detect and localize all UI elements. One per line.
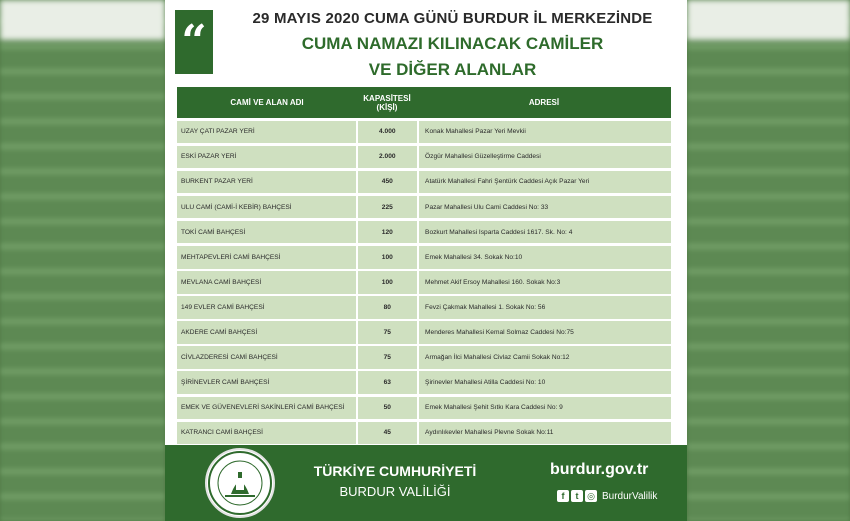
social-links xyxy=(557,490,657,502)
cell-address: Bozkurt Mahallesi Isparta Caddesi 1617. Sk. No: 4 xyxy=(419,221,671,244)
column-header-name: CAMİ VE ALAN ADI xyxy=(230,98,304,107)
cell-name: KATRANCI CAMİ BAHÇESİ xyxy=(177,422,356,445)
column-header-capacity: KAPASİTESİ (KİŞİ) xyxy=(363,93,411,112)
cell-name: ESKİ PAZAR YERİ xyxy=(177,146,356,169)
cell-capacity: 75 xyxy=(358,321,418,344)
table-row xyxy=(177,171,671,194)
cell-capacity: 450 xyxy=(358,171,418,194)
cell-address: Armağan İlci Mahallesi Civlaz Camii Sokak No:12 xyxy=(419,346,671,369)
title-line-3: VE DİĞER ALANLAR xyxy=(368,60,537,79)
background-blur-right xyxy=(687,0,850,521)
table-body xyxy=(177,121,671,445)
social-handle: BurdurValilik xyxy=(602,490,658,502)
cell-address: Pazar Mahallesi Ulu Cami Caddesi No: 33 xyxy=(419,196,671,219)
title-line-1: 29 MAYIS 2020 CUMA GÜNÜ BURDUR İL MERKEZİNDE xyxy=(252,10,653,27)
cell-name: UZAY ÇATI PAZAR YERİ xyxy=(177,121,356,144)
background-blur-right-top xyxy=(687,0,850,40)
cell-name: ULU CAMİ (CAMİ-İ KEBİR) BAHÇESİ xyxy=(177,196,356,219)
cell-capacity: 225 xyxy=(358,196,418,219)
cell-name: ŞİRİNEVLER CAMİ BAHÇESİ xyxy=(177,371,356,394)
cell-address: Mehmet Akif Ersoy Mahallesi 160. Sokak No:3 xyxy=(419,271,671,294)
cell-address: Emek Mahallesi Şehit Sıtkı Kara Caddesi No: 9 xyxy=(419,397,671,420)
cell-address: Konak Mahallesi Pazar Yeri Mevkii xyxy=(419,121,671,144)
twitter-icon[interactable]: t xyxy=(571,490,583,502)
table-row xyxy=(177,246,671,269)
cell-name: TOKİ CAMİ BAHÇESİ xyxy=(177,221,356,244)
org-name-line-1: TÜRKİYE CUMHURİYETİ xyxy=(313,463,477,479)
cell-capacity: 80 xyxy=(358,296,418,319)
cell-capacity: 63 xyxy=(358,371,418,394)
website-link[interactable]: burdur.gov.tr xyxy=(550,461,649,478)
background-blur-left xyxy=(0,0,165,521)
table-row xyxy=(177,296,671,319)
governorship-seal-icon xyxy=(205,448,275,518)
cell-address: Aydınlıkevler Mahallesi Plevne Sokak No:11 xyxy=(419,422,671,445)
cell-capacity: 100 xyxy=(358,246,418,269)
cell-address: Atatürk Mahallesi Fahri Şentürk Caddesi Açık Pazar Yeri xyxy=(419,171,671,194)
column-header-address: ADRESİ xyxy=(528,98,560,107)
table-row xyxy=(177,346,671,369)
org-name-line-2: BURDUR VALİLİĞİ xyxy=(339,484,451,499)
seal-graphic xyxy=(207,450,273,516)
cell-capacity: 120 xyxy=(358,221,418,244)
table-row xyxy=(177,196,671,219)
cell-capacity: 45 xyxy=(358,422,418,445)
cell-address: Fevzi Çakmak Mahallesi 1. Sokak No: 56 xyxy=(419,296,671,319)
mosque-table xyxy=(177,87,671,444)
table-row xyxy=(177,371,671,394)
table-row xyxy=(177,121,671,144)
cell-address: Emek Mahallesi 34. Sokak No:10 xyxy=(419,246,671,269)
cell-capacity: 4.000 xyxy=(358,121,418,144)
cell-capacity: 2.000 xyxy=(358,146,418,169)
table-row xyxy=(177,271,671,294)
instagram-icon[interactable]: ◎ xyxy=(585,490,597,502)
cell-name: 149 EVLER CAMİ BAHÇESİ xyxy=(177,296,356,319)
table-row xyxy=(177,221,671,244)
cell-address: Şirinevler Mahallesi Atilla Caddesi No: 10 xyxy=(419,371,671,394)
background-blur-left-top xyxy=(0,0,165,40)
title-line-2: CUMA NAMAZI KILINACAK CAMİLER xyxy=(301,34,604,53)
footer xyxy=(165,445,687,521)
cell-name: MEVLANA CAMİ BAHÇESİ xyxy=(177,271,356,294)
table-header xyxy=(177,87,671,118)
table-row xyxy=(177,397,671,420)
table-row xyxy=(177,422,671,445)
facebook-icon[interactable]: f xyxy=(557,490,569,502)
cell-name: BURKENT PAZAR YERİ xyxy=(177,171,356,194)
quote-icon: “ xyxy=(175,10,213,74)
cell-name: MEHTAPEVLERİ CAMİ BAHÇESİ xyxy=(177,246,356,269)
cell-name: AKDERE CAMİ BAHÇESİ xyxy=(177,321,356,344)
table-row xyxy=(177,321,671,344)
cell-capacity: 50 xyxy=(358,397,418,420)
cell-address: Özgür Mahallesi Güzelleştirme Caddesi xyxy=(419,146,671,169)
table-row xyxy=(177,146,671,169)
announcement-poster xyxy=(165,0,687,521)
cell-address: Menderes Mahallesi Kemal Solmaz Caddesi No:75 xyxy=(419,321,671,344)
cell-name: CİVLAZDERESİ CAMİ BAHÇESİ xyxy=(177,346,356,369)
cell-capacity: 75 xyxy=(358,346,418,369)
cell-name: EMEK VE GÜVENEVLERİ SAKİNLERİ CAMİ BAHÇESİ xyxy=(177,397,356,420)
cell-capacity: 100 xyxy=(358,271,418,294)
